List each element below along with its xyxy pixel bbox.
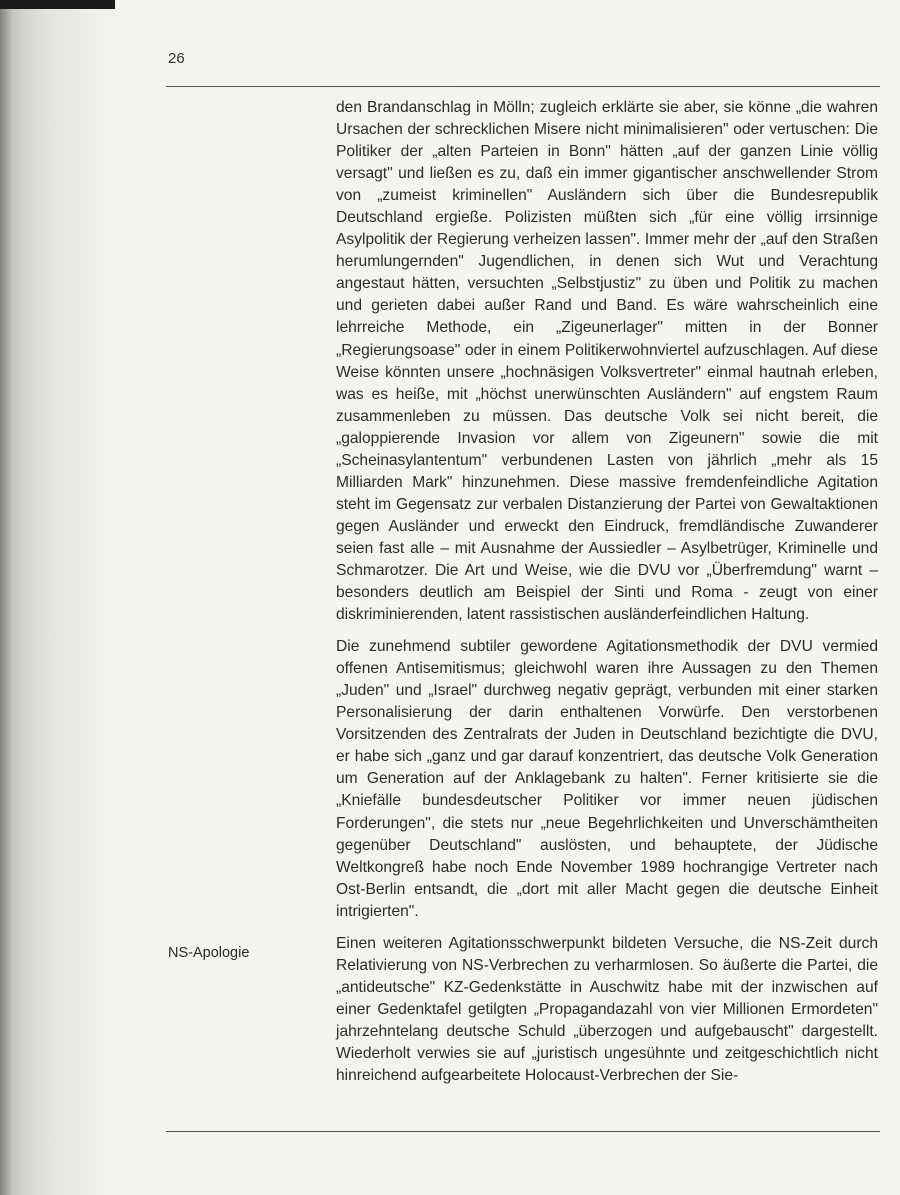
- paragraph: den Brandanschlag in Mölln; zugleich erklärte sie aber, sie könne „die wahren Ursachen der schrecklichen Misere nicht minimalisieren" oder vertuschen: Die Politiker der „alten Parteien in Bonn" hätten „auf der ganzen Linie völlig versagt" und ließen es zu, daß ein immer gigantischer anschwellender Strom von „zumeist kriminellen" Ausländern sich über die Bundesrepublik Deutschland ergieße. Polizisten müßten sich „für eine völlig irrsinnige Asylpolitik der Regierung verheizen lassen". Immer mehr der „auf den Straßen herumlungernden" Jugendlichen, in denen sich Wut und Verachtung angestaut hätten, versuchten „Selbstjustiz" zu üben und Politik zu machen und gerieten dabei außer Rand und Band. Es wäre wahrscheinlich eine lehrreiche Methode, ein „Zigeunerlager" mitten in der Bonner „Regierungsoase" oder in einem Politikerwohnviertel aufzuschlagen. Auf diese Weise könnten unsere „hochnäsigen Volksvertreter" einmal hautnah erleben, was es heiße, mit „höchst unerwünschten Ausländern" auf engstem Raum zusammenleben zu müssen. Das deutsche Volk sei nicht bereit, die „galoppierende Invasion vor allem von Zigeunern" sowie die mit „Scheinasylantentum" verbundenen Lasten von jährlich „mehr als 15 Milliarden Mark" hinzunehmen. Diese massive fremdenfeindliche Agitation steht im Gegensatz zur verbalen Distanzierung der Partei von Gewaltaktionen gegen Ausländer und erweckt den Eindruck, fremdländische Zuwanderer seien fast alle – mit Ausnahme der Aussiedler – Asylbetrüger, Kriminelle und Schmarotzer. Die Art und Weise, wie die DVU vor „Überfremdung" warnt – besonders deutlich am Beispiel der Sinti und Roma - zeugt von einer diskriminierenden, latent rassistischen ausländerfeindlichen Haltung.: [336, 99, 878, 624]
- footer-rule: [166, 1131, 880, 1132]
- header-rule: [166, 86, 880, 87]
- paragraph: Die zunehmend subtiler gewordene Agitationsmethodik der DVU vermied offenen Antisemitismus; gleichwohl waren ihre Aussagen zu den Themen „Juden" und „Israel" durchweg negativ geprägt, verbunden mit einer starken Personalisierung der darin enthaltenen Vorwürfe. Den verstorbenen Vorsitzenden des Zentralrats der Juden in Deutschland bezichtigte die DVU, er habe sich „ganz und gar darauf konzentriert, das deutsche Volk Generation um Generation auf der Anklagebank zu halten". Ferner kritisierte sie die „Kniefälle bundesdeutscher Politiker vor immer neuen jüdischen Forderungen", die stets nur „neue Begehrlichkeiten und Unverschämtheiten gegenüber Deutschland" auslösten, und behauptete, der Jüdische Weltkongreß habe noch Ende November 1989 hochrangige Vertreter nach Ost-Berlin entsandt, die „dort mit aller Macht gegen die deutsche Einheit intrigierten".: [336, 638, 878, 920]
- scan-corner-mark: [0, 0, 115, 9]
- binding-shadow: [0, 0, 120, 1195]
- body-text: [336, 97, 878, 1097]
- paragraph: Einen weiteren Agitationsschwerpunkt bildeten Versuche, die NS-Zeit durch Relativierung von NS-Verbrechen zu verharmlosen. So äußerte die Partei, die „antideutsche" KZ-Gedenkstätte in Auschwitz habe mit der inzwischen auf einer Gedenktafel getilgten „Propagandazahl von vier Millionen Ermordeten" jahrzehntelang deutsche Schuld „überzogen und aufgebauscht" dargestellt. Wiederholt verwies sie auf „juristisch ungesühnte und zeitgeschichtlich nicht hinreichend aufgearbeitete Holocaust-Verbrechen der Sie-: [336, 934, 878, 1085]
- page-number: 26: [168, 50, 185, 67]
- margin-note: NS-Apologie: [168, 945, 250, 961]
